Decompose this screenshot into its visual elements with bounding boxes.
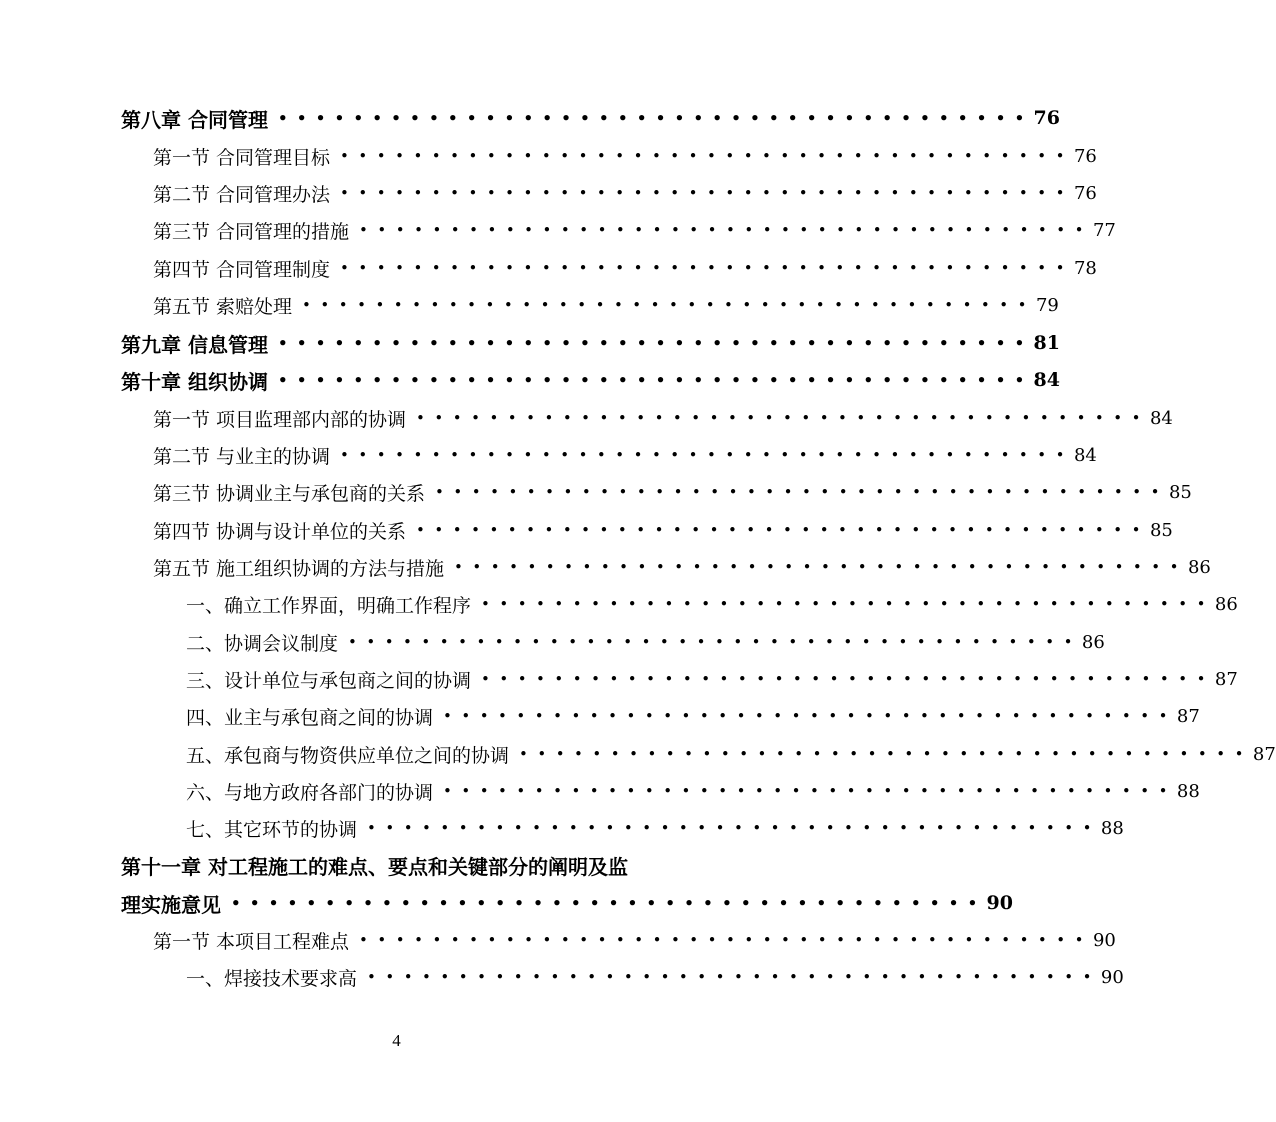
toc-entry-page: 76 [1073,145,1097,167]
toc-entry-title: 第一节 合同管理目标 [153,146,331,169]
toc-entry-title: 第二节 合同管理办法 [153,183,331,206]
toc-entry[interactable] [0,662,1238,696]
toc-entry-page: 88 [1176,780,1200,802]
toc-entry[interactable] [0,699,1200,733]
toc-entry-title: 七、其它环节的协调 [186,818,358,841]
toc-entry-page: 86 [1081,631,1105,653]
leader-dots: •••••••••••••••••••••••••••••••••••••••• [481,670,1215,688]
toc-entry-title: 二、协调会议制度 [186,632,339,655]
toc-entry[interactable] [0,363,1060,397]
toc-entry[interactable] [0,139,1097,173]
toc-entry-title: 第一节 项目监理部内部的协调 [153,408,407,431]
toc-entry[interactable] [0,550,1211,584]
toc-entry[interactable] [0,176,1097,210]
toc-entry-page: 90 [1100,966,1124,988]
toc-entry-title: 第三节 协调业主与承包商的关系 [153,482,426,505]
toc-entry[interactable] [0,213,1116,247]
toc-entry-page: 87 [1252,743,1276,765]
page-number: 4 [392,1031,401,1050]
leader-dots: •••••••••••••••••••••••••••••••••••••••• [435,483,1169,501]
toc-entry-page: 85 [1168,481,1192,503]
toc-entry[interactable] [0,101,1060,135]
toc-entry[interactable] [0,625,1105,659]
toc-entry-title: 一、确立工作界面，明确工作程序 [186,594,472,617]
toc-entry[interactable] [0,513,1173,547]
toc-entry[interactable] [0,475,1192,509]
toc-entry-page: 77 [1092,219,1116,241]
leader-dots: •••••••••••••••••••••••••••••••••••••••• [359,931,1093,949]
toc-entry-page: 84 [1073,444,1097,466]
leader-dots: •••••••••••••••••••••••••••••••••••••••• [367,819,1101,837]
toc-entry[interactable] [0,886,1013,920]
leader-dots: •••••••••••••••••••••••••••••••••••••••• [443,782,1177,800]
toc-entry[interactable] [0,587,1238,621]
toc-entry-page: 81 [1033,332,1060,354]
toc-entry[interactable] [0,960,1124,994]
toc-entry-title: 理实施意见 [121,892,221,917]
leader-dots: •••••••••••••••••••••••••••••••••••••••• [340,446,1074,464]
toc-entry-title: 第五节 索赔处理 [153,295,293,318]
toc-entry[interactable] [0,251,1097,285]
toc-entry[interactable] [0,737,1276,771]
leader-dots: •••••••••••••••••••••••••••••••••••••••• [443,707,1177,725]
leader-dots: •••••••••••••••••••••••••••••••••••••••• [367,968,1101,986]
toc-entry[interactable] [0,774,1200,808]
toc-entry[interactable] [0,326,1060,360]
toc-entry[interactable] [0,288,1059,322]
leader-dots: •••••••••••••••••••••••••••••••••••••••• [348,633,1082,651]
toc-entry-title: 第四节 协调与设计单位的关系 [153,520,407,543]
toc-entry-page: 86 [1214,593,1238,615]
toc-entry-title: 一、焊接技术要求高 [186,967,358,990]
toc-entry-page: 87 [1176,705,1200,727]
leader-dots: •••••••••••••••••••••••••••••••••••••••• [340,147,1074,165]
leader-dots: •••••••••••••••••••••••••••••••••••••••• [416,521,1150,539]
toc-entry-page: 90 [1092,929,1116,951]
leader-dots: •••••••••••••••••••••••••••••••••••••••• [359,221,1093,239]
toc-entry-title: 三、设计单位与承包商之间的协调 [186,669,472,692]
toc-entry-title: 第五节 施工组织协调的方法与措施 [153,557,445,580]
toc-entry-title: 第八章 合同管理 [121,107,268,132]
toc-entry-title: 四、业主与承包商之间的协调 [186,706,434,729]
leader-dots: •••••••••••••••••••••••••••••••••••••••• [277,371,1034,389]
toc-entry-page: 86 [1187,556,1211,578]
toc-entry-page: 90 [986,892,1013,914]
toc-entry[interactable] [0,401,1173,435]
toc-entry[interactable] [0,811,1124,845]
leader-dots: •••••••••••••••••••••••••••••••••••••••• [302,296,1036,314]
toc-entry[interactable] [0,923,1116,957]
toc-entry-title: 六、与地方政府各部门的协调 [186,781,434,804]
toc-entry-page: 79 [1035,294,1059,316]
toc-entry-title: 第九章 信息管理 [121,332,268,357]
toc-entry[interactable] [0,438,1097,472]
leader-dots: •••••••••••••••••••••••••••••••••••••••• [340,184,1074,202]
toc-entry-page: 76 [1033,107,1060,129]
leader-dots: •••••••••••••••••••••••••••••••••••••••• [481,595,1215,613]
toc-entry-page: 88 [1100,817,1124,839]
leader-dots: •••••••••••••••••••••••••••••••••••••••• [277,109,1034,127]
leader-dots: •••••••••••••••••••••••••••••••••••••••• [340,259,1074,277]
toc-entry-page: 87 [1214,668,1238,690]
leader-dots: •••••••••••••••••••••••••••••••••••••••• [231,894,987,912]
leader-dots: •••••••••••••••••••••••••••••••••••••••• [416,409,1150,427]
toc-entry-page: 84 [1149,407,1173,429]
toc-entry-page: 85 [1149,519,1173,541]
toc-entry-wrapped-line[interactable] [121,848,681,882]
toc-entry-page: 76 [1073,182,1097,204]
toc-entry-title: 第三节 合同管理的措施 [153,220,350,243]
toc-entry-title: 第四节 合同管理制度 [153,258,331,281]
toc-entry-page: 84 [1033,369,1060,391]
leader-dots: •••••••••••••••••••••••••••••••••••••••• [454,558,1188,576]
toc-entry-title: 第十一章 对工程施工的难点、要点和关键部分的阐明及监 [121,854,628,879]
leader-dots: •••••••••••••••••••••••••••••••••••••••• [277,334,1034,352]
toc-entry-title: 五、承包商与物资供应单位之间的协调 [186,744,510,767]
leader-dots: •••••••••••••••••••••••••••••••••••••••• [519,745,1253,763]
toc-entry-title: 第二节 与业主的协调 [153,445,331,468]
toc-entry-title: 第十章 组织协调 [121,369,268,394]
toc-entry-page: 78 [1073,257,1097,279]
toc-entry-title: 第一节 本项目工程难点 [153,930,350,953]
